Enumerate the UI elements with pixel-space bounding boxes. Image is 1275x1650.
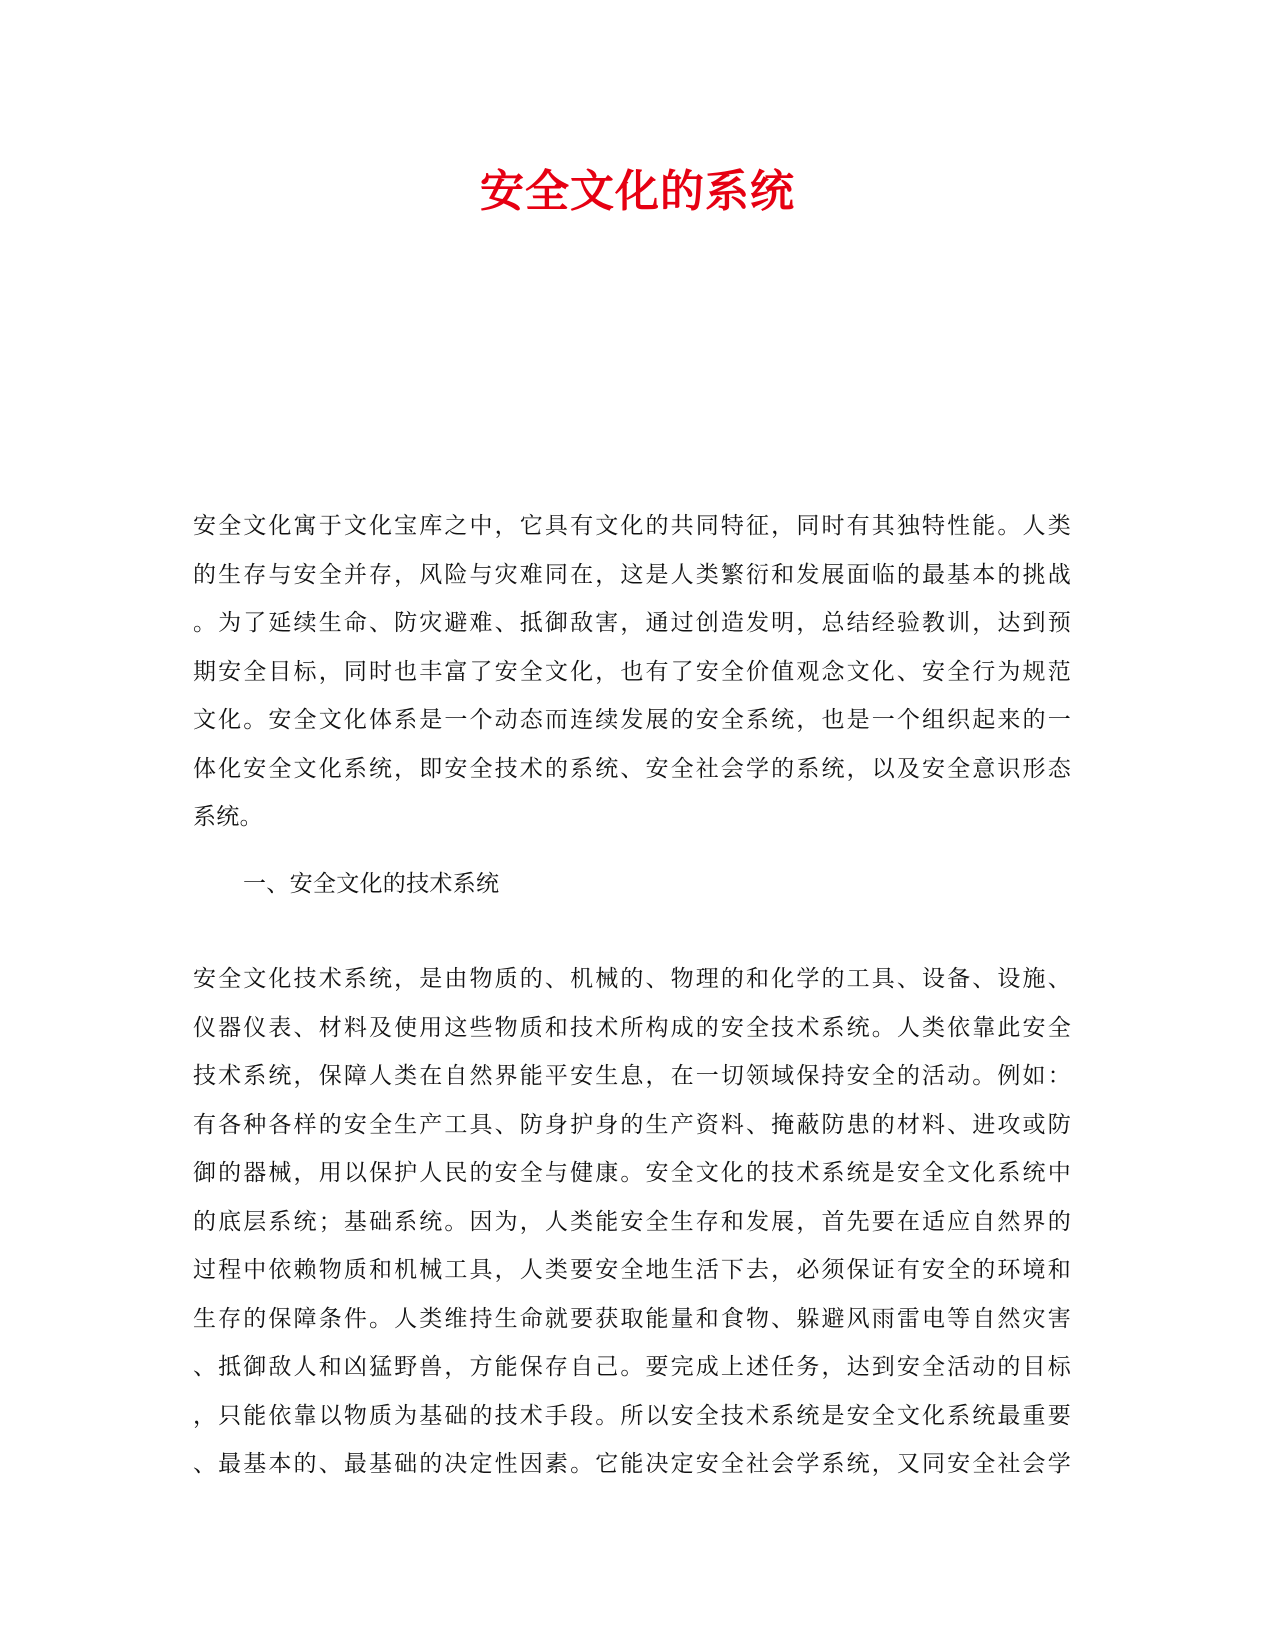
paragraph-line: 有各种各样的安全生产工具、防身护身的生产资料、掩蔽防患的材料、进攻或防	[193, 1111, 1071, 1138]
paragraph-line: 过程中依赖物质和机械工具，人类要安全地生活下去，必须保证有安全的环境和	[193, 1257, 1071, 1283]
paragraph-line: 的生存与安全并存，风险与灾难同在，这是人类繁衍和发展面临的最基本的挑战	[193, 561, 1071, 588]
paragraph-line: 仪器仪表、材料及使用这些物质和技术所构成的安全技术系统。人类依靠此安全	[193, 1014, 1071, 1041]
technical-system-paragraph	[193, 955, 1071, 1489]
paragraph-line: 系统。	[193, 804, 263, 830]
paragraph-line: 、最基本的、最基础的决定性因素。它能决定安全社会学系统，又同安全社会学	[193, 1451, 1071, 1477]
paragraph-line: 文化。安全文化体系是一个动态而连续发展的安全系统，也是一个组织起来的一	[193, 707, 1071, 733]
paragraph-line: 生存的保障条件。人类维持生命就要获取能量和食物、躲避风雨雷电等自然灾害	[193, 1305, 1071, 1332]
paragraph-line: 御的器械，用以保护人民的安全与健康。安全文化的技术系统是安全文化系统中	[193, 1160, 1071, 1186]
paragraph-line: ，只能依靠以物质为基础的技术手段。所以安全技术系统是安全文化系统最重要	[193, 1402, 1071, 1429]
document-title: 安全文化的系统	[480, 166, 795, 217]
section-heading: 一、安全文化的技术系统	[243, 871, 500, 897]
paragraph-line: 体化安全文化系统，即安全技术的系统、安全社会学的系统，以及安全意识形态	[193, 755, 1071, 782]
paragraph-line: 安全文化寓于文化宝库之中，它具有文化的共同特征，同时有其独特性能。人类	[193, 513, 1071, 539]
paragraph-line: 、抵御敌人和凶猛野兽，方能保存自己。要完成上述任务，达到安全活动的目标	[193, 1354, 1071, 1380]
paragraph-line: 的底层系统；基础系统。因为，人类能安全生存和发展，首先要在适应自然界的	[193, 1208, 1071, 1235]
paragraph-line: 期安全目标，同时也丰富了安全文化，也有了安全价值观念文化、安全行为规范	[193, 658, 1071, 685]
paragraph-line: 安全文化技术系统，是由物质的、机械的、物理的和化学的工具、设备、设施、	[193, 966, 1071, 992]
intro-paragraph	[193, 502, 1071, 842]
paragraph-line: 技术系统，保障人类在自然界能平安生息，在一切领域保持安全的活动。例如：	[193, 1063, 1071, 1089]
paragraph-line: 。为了延续生命、防灾避难、抵御敌害，通过创造发明，总结经验教训，达到预	[193, 610, 1071, 636]
